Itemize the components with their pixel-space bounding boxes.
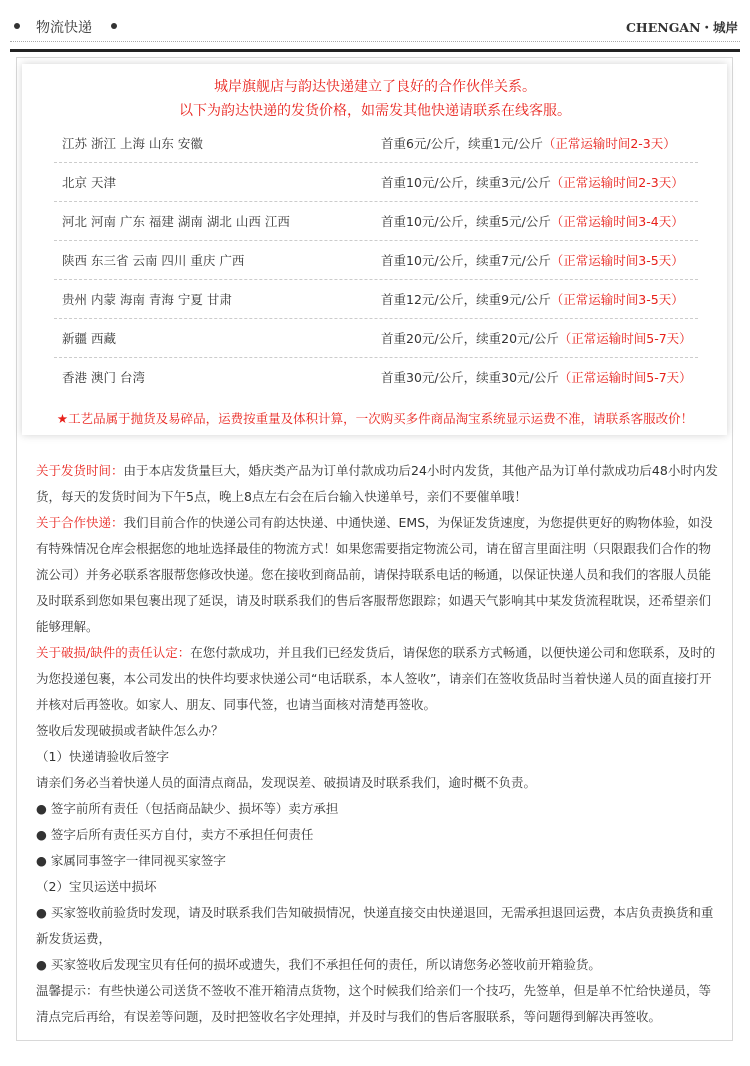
- ship-time-text: 由于本店发货量巨大，婚庆类产品为订单付款成功后24小时内发货，其他产品为订单付款成功后48小时内发货，每天的发货时间为下午5点，晚上8点左右会在后台输入快递单号，亲们不要催单哦！: [36, 463, 718, 504]
- rate-region: 河北 河南 广东 福建 湖南 湖北 山西 江西: [62, 214, 290, 229]
- rate-price: 首重10元/公斤，续重3元/公斤（正常运输时间2-3天）: [381, 175, 684, 190]
- rate-row: [54, 240, 698, 280]
- rate-region: 江苏 浙江 上海 山东 安徽: [62, 136, 203, 151]
- rate-row: [54, 357, 698, 396]
- bullet-item: ● 签字后所有责任买方自付，卖方不承担任何责任: [36, 827, 314, 842]
- rate-region: 新疆 西藏: [62, 331, 116, 346]
- case1-text: 请亲们务必当着快递人员的面清点商品，发现误差、破损请及时联系我们，逾时概不负责。: [36, 775, 537, 790]
- rate-time: （正常运输时间2-3天）: [542, 136, 676, 151]
- intro-line-2: 以下为韵达快递的发货价格，如需发其他快递请联系在线客服。: [179, 103, 571, 119]
- thick-divider: [10, 49, 740, 52]
- rate-row: [54, 123, 698, 163]
- rate-price: 首重6元/公斤，续重1元/公斤（正常运输时间2-3天）: [381, 136, 676, 151]
- rate-region: 香港 澳门 台湾: [62, 370, 145, 385]
- damage-label: 关于破损/缺件的责任认定：: [36, 645, 191, 660]
- shipping-warning: ★工艺品属于抛货及易碎品，运费按重量及体积计算，一次购买多件商品淘宝系统显示运费不准，请联系客服改价！: [56, 411, 694, 426]
- rate-time: （正常运输时间3-4天）: [550, 214, 684, 229]
- rate-row: [54, 279, 698, 319]
- rate-time: （正常运输时间3-5天）: [550, 253, 684, 268]
- rate-time: （正常运输时间5-7天）: [558, 331, 692, 346]
- tips-paragraph: 温馨提示：有些快递公司送货不签收不准开箱清点货物，这个时候我们给亲们一个技巧，先签单，但是单不忙给快递员，等清点完后再给，有误差等问题，及时把签收名字处理掉，并及时与我们的售后客服联系，等问题得到解决再签收。: [36, 983, 712, 1024]
- brand-name: CHENGAN・城岸: [625, 20, 738, 35]
- courier-text: 我们目前合作的快递公司有韵达快递、中通快递、EMS，为保证发货速度，为您提供更好的购物体验，如没有特殊情况仓库会根据您的地址选择最佳的物流方式！如果您需要指定物流公司，请在留言里面注明（只限跟我们合作的物流公司）并务必联系客服帮您修改快递。您在接收到商品前，请保持联系电话的畅通，以保证快递人员和我们的客服人员能及时联系到您如果包裹出现了延误，请及时联系我们的售后客服帮您跟踪；如遇天气影响其中某发货流程耽误，还希望亲们能够理解。: [36, 515, 713, 634]
- damage-question: 签收后发现破损或者缺件怎么办？: [36, 723, 224, 738]
- rate-row: [54, 201, 698, 241]
- dotted-divider: [10, 41, 740, 42]
- rate-price: 首重20元/公斤，续重20元/公斤（正常运输时间5-7天）: [381, 331, 692, 346]
- rate-price: 首重10元/公斤，续重5元/公斤（正常运输时间3-4天）: [381, 214, 684, 229]
- rate-row: [54, 162, 698, 202]
- bullet-item: ● 签字前所有责任（包括商品缺少、损坏等）卖方承担: [36, 801, 339, 816]
- rate-time: （正常运输时间3-5天）: [550, 292, 684, 307]
- rate-region: 北京 天津: [62, 175, 116, 190]
- damage-paragraph: [36, 640, 718, 718]
- rate-time: （正常运输时间5-7天）: [558, 370, 692, 385]
- bullet-icon: [14, 23, 20, 29]
- bullet-item: ● 买家签收前验货时发现，请及时联系我们告知破损情况，快递直接交由快递退回，无需承担退回运费，本店负责换货和重新发货运费，: [36, 905, 714, 946]
- damage-text: 在您付款成功，并且我们已经发货后，请保您的联系方式畅通，以便快递公司和您联系，及时的为您投递包裹，本公司发出的快件均要求快递公司“电话联系，本人签收”，请亲们在签收货品时当着快递人员的面直接打开并核对后再签收。如家人、朋友、同事代签，也请当面核对清楚再签收。: [36, 645, 716, 712]
- bullet-icon: [111, 23, 117, 29]
- rate-region: 陕西 东三省 云南 四川 重庆 广西: [62, 253, 245, 268]
- ship-time-label: 关于发货时间：: [36, 463, 124, 478]
- page-header: [0, 0, 750, 54]
- rate-price: 首重12元/公斤，续重9元/公斤（正常运输时间3-5天）: [381, 292, 684, 307]
- bullet-item: ● 家属同事签字一律同视买家签字: [36, 853, 226, 868]
- section-title: 物流快递: [36, 20, 92, 36]
- bullet-item: ● 买家签收后发现宝贝有任何的损坏或遗失，我们不承担任何的责任，所以请您务必签收前开箱验货。: [36, 957, 601, 972]
- rate-price: 首重10元/公斤，续重7元/公斤（正常运输时间3-5天）: [381, 253, 684, 268]
- case1-title: （1）快递请验收后签字: [36, 749, 169, 764]
- rate-time: （正常运输时间2-3天）: [550, 175, 684, 190]
- case2-title: （2）宝贝运送中损坏: [36, 879, 157, 894]
- courier-label: 关于合作快递：: [36, 515, 124, 530]
- rate-region: 贵州 内蒙 海南 青海 宁夏 甘肃: [62, 292, 232, 307]
- ship-time-paragraph: [36, 458, 718, 510]
- intro-line-1: 城岸旗舰店与韵达快递建立了良好的合作伙伴关系。: [214, 79, 536, 95]
- rate-price: 首重30元/公斤，续重30元/公斤（正常运输时间5-7天）: [381, 370, 692, 385]
- courier-paragraph: [36, 510, 718, 640]
- rate-row: [54, 318, 698, 358]
